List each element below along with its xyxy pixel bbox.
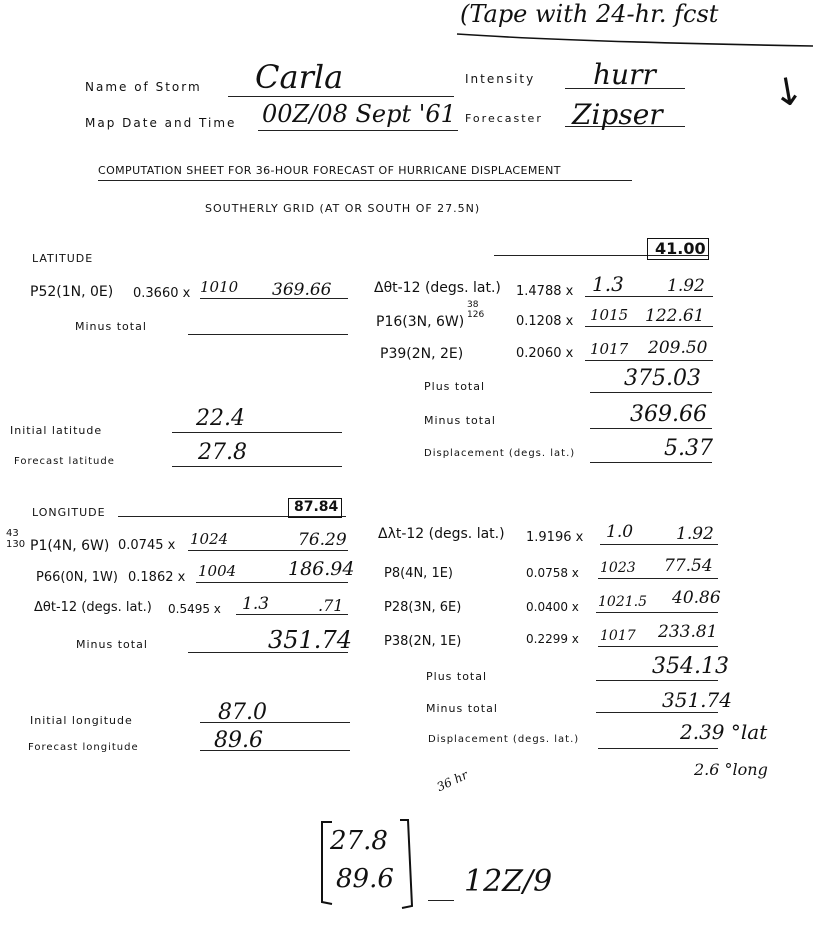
- lon-36hr-note: 36 hr: [434, 767, 470, 795]
- lat-p52-mult: 1010: [200, 278, 239, 296]
- lon-minus-total-value2: 351.74: [662, 688, 732, 712]
- lon-p66-coef: 0.1862 x: [128, 570, 186, 585]
- lon-plus-total-value: 354.13: [652, 654, 729, 679]
- lon-plus-total-line: [596, 680, 718, 681]
- lon-p1-label: P1(4N, 6W): [30, 538, 110, 554]
- storm-name-label: Name of Storm: [85, 80, 202, 94]
- lat-dtheta-mult: 1.3: [592, 272, 624, 296]
- lat-minus-total-value: 369.66: [630, 402, 707, 427]
- lon-dtheta-mult: 1.3: [242, 594, 270, 614]
- storm-name-line: [228, 96, 454, 97]
- lat-plus-total-value: 375.03: [624, 366, 701, 391]
- lon-p28-result: 40.86: [672, 588, 721, 608]
- lon-p8-result: 77.54: [664, 556, 713, 576]
- lat-minus-total-line: [188, 334, 348, 335]
- arrow-down-icon: ↓: [768, 67, 808, 117]
- lon-p8-line: [598, 578, 718, 579]
- final-dash: [428, 900, 454, 901]
- lon-p38-label: P38(2N, 1E): [384, 634, 462, 649]
- sheet-title-underline: [98, 180, 632, 181]
- map-date-line: [258, 130, 458, 131]
- lat-p52-label: P52(1N, 0E): [30, 284, 114, 300]
- sheet-subtitle: SOUTHERLY GRID (AT OR SOUTH OF 27.5N): [205, 202, 481, 215]
- lat-dtheta-line: [585, 296, 713, 297]
- storm-name-value: Carla: [255, 58, 344, 96]
- lat-minus-total2-line: [590, 428, 712, 429]
- forecaster-label: Forecaster: [465, 112, 543, 125]
- lon-p1-result: 76.29: [298, 530, 347, 550]
- lon-p66-line: [196, 582, 348, 583]
- lat-minus-total-label2: Minus total: [424, 414, 496, 427]
- lon-p28-label: P28(3N, 6E): [384, 600, 462, 615]
- lon-p8-coef: 0.0758 x: [526, 566, 579, 580]
- lat-dtheta-coef: 1.4788 x: [516, 284, 574, 299]
- lon-dlambda-mult: 1.0: [606, 522, 634, 542]
- lon-p28-coef: 0.0400 x: [526, 600, 579, 614]
- lat-displacement-value: 5.37: [664, 436, 713, 461]
- lat-initial-line: [172, 432, 342, 433]
- lat-p39-mult: 1017: [590, 340, 629, 358]
- lat-displacement-label: Displacement (degs. lat.): [424, 448, 576, 459]
- intensity-value: hurr: [593, 58, 656, 91]
- lon-p38-mult: 1017: [600, 628, 636, 644]
- lat-plus-total-line: [590, 392, 712, 393]
- latitude-heading: LATITUDE: [32, 252, 94, 265]
- lon-p8-mult: 1023: [600, 560, 636, 576]
- lon-p28-mult: 1021.5: [598, 594, 647, 610]
- lat-forecast-value: 27.8: [198, 440, 247, 465]
- lon-p66-label: P66(0N, 1W): [36, 570, 118, 585]
- lat-p39-line: [585, 360, 713, 361]
- lon-forecast-value: 89.6: [214, 728, 263, 753]
- lon-initial-label: Initial longitude: [30, 714, 133, 727]
- lon-forecast-label: Forecast longitude: [28, 742, 139, 753]
- lon-plus-total-label: Plus total: [426, 670, 488, 683]
- forecaster-value: Zipser: [572, 98, 663, 131]
- lon-dlambda-result: 1.92: [676, 524, 714, 544]
- lon-p66-mult: 1004: [198, 562, 237, 580]
- lon-displacement-line: [598, 748, 718, 749]
- lat-p16-line: [585, 326, 713, 327]
- lat-p39-coef: 0.2060 x: [516, 346, 574, 361]
- lon-initial-value: 87.0: [218, 700, 267, 725]
- lat-initial-label: Initial latitude: [10, 424, 103, 437]
- map-date-value: 00Z/08 Sept '61: [262, 100, 456, 128]
- lat-plus-total-label: Plus total: [424, 380, 486, 393]
- lat-forecast-label: Forecast latitude: [14, 456, 115, 467]
- map-date-label: Map Date and Time: [85, 116, 237, 130]
- lat-initial-value: 22.4: [196, 406, 245, 431]
- lat-minus-total-label: Minus total: [75, 320, 147, 333]
- lat-p52-result: 369.66: [272, 280, 332, 300]
- lon-minus-total-value: 351.74: [268, 626, 352, 654]
- lon-p66-result: 186.94: [288, 558, 355, 580]
- lon-displacement-value: 2.39 °lat: [680, 720, 768, 744]
- lon-dtheta-result: .71: [318, 596, 344, 615]
- lat-p39-result: 209.50: [648, 338, 708, 358]
- lon-minus-total2-line: [596, 712, 718, 713]
- latitude-box-value: 41.00: [655, 239, 706, 258]
- lat-p16-result: 122.61: [645, 306, 705, 326]
- lon-p38-result: 233.81: [658, 622, 718, 642]
- sheet-title: COMPUTATION SHEET FOR 36-HOUR FORECAST OF HURRICANE DISPLACEMENT: [98, 164, 561, 177]
- lat-p39-label: P39(2N, 2E): [380, 346, 464, 362]
- lon-p8-label: P8(4N, 1E): [384, 566, 453, 581]
- lon-p38-coef: 0.2299 x: [526, 632, 579, 646]
- lon-dlambda-coef: 1.9196 x: [526, 530, 584, 545]
- top-note-underline: [455, 28, 814, 48]
- top-note: (Tape with 24-hr. fcst: [460, 0, 719, 28]
- lat-p16-mult: 1015: [590, 306, 629, 324]
- lon-dtheta-coef: 0.5495 x: [168, 602, 221, 616]
- lon-minus-total-label2: Minus total: [426, 702, 498, 715]
- lat-dtheta-result: 1.92: [667, 276, 705, 296]
- lon-p1-coef: 0.0745 x: [118, 538, 176, 553]
- final-lon: 89.6: [336, 864, 394, 894]
- lat-forecast-line: [172, 466, 342, 467]
- lon-dlambda-line: [600, 544, 718, 545]
- lon-dlambda-label: Δλt-12 (degs. lat.): [378, 526, 505, 542]
- lon-p38-line: [598, 646, 718, 647]
- lon-p28-line: [596, 612, 718, 613]
- longitude-heading: LONGITUDE: [32, 506, 106, 519]
- lat-p16-coef: 0.1208 x: [516, 314, 574, 329]
- lon-minus-total-label: Minus total: [76, 638, 148, 651]
- longitude-box-value: 87.84: [294, 499, 339, 515]
- lon-displacement-long: 2.6 °long: [694, 760, 768, 779]
- lat-dtheta-label: Δθt-12 (degs. lat.): [374, 280, 501, 296]
- lon-p1-line: [188, 550, 348, 551]
- lat-p52-coef: 0.3660 x: [133, 286, 191, 301]
- final-lat: 27.8: [330, 826, 388, 856]
- lat-p16-note: 38 126: [467, 300, 485, 320]
- lat-displacement-line: [590, 462, 712, 463]
- intensity-label: Intensity: [465, 72, 536, 86]
- lon-side-note: 43 130: [6, 528, 26, 550]
- lon-p1-mult: 1024: [190, 530, 229, 548]
- lon-displacement-label: Displacement (degs. lat.): [428, 734, 580, 745]
- lon-dtheta-label: Δθt-12 (degs. lat.): [34, 600, 152, 615]
- lat-p16-label: P16(3N, 6W): [376, 314, 465, 330]
- final-time: 12Z/9: [464, 864, 553, 899]
